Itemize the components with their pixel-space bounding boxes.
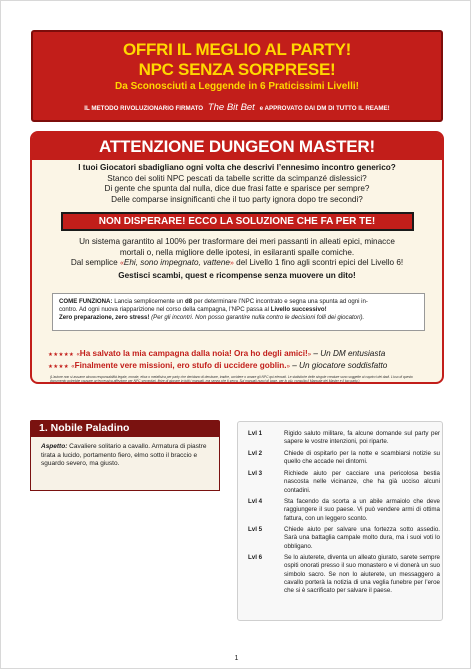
tagline-right: e APPROVATO DAI DM DI TUTTO IL REAME! [259,105,390,112]
level-label: Lvl 5 [248,526,263,533]
question-bold: I tuoi Giocatori sbadigliano ogni volta che descrivi l’ennesimo incontro generico? [78,163,396,172]
level-text: Chiede aiuto per salvare una fortezza sotto assedio. Sarà una battaglia campale molto dura, ma i suoi voti lo obbligano. [284,526,440,550]
how-text-2a: contro. Ad ogni nuova riapparizione nel corso della campagna, l’NPC passa al [59,306,270,313]
testimonial [48,349,432,360]
quote-open-mark: « [76,352,80,358]
questions-block [32,163,442,205]
desc-line-3-start: Dal semplice [70,258,118,267]
rating-stars: ★★★★ [48,364,69,370]
level-text: Rigido saluto militare, fa alcune domande sul party per sapere le vostre intenzioni, poi riparte. [284,430,440,446]
how-line-1 [59,298,418,306]
how-text-2b: Livello successivo! [270,306,327,313]
question-2: Stanco dei soliti NPC pescati da tabelle scritte da scimpanzé dislessici? [107,173,367,183]
how-it-works-box [52,293,425,331]
header-banner [31,30,443,122]
tagline-left: IL METODO RIVOLUZIONARIO FIRMATO [84,105,204,112]
question-3: Di gente che spunta dal nulla, dice due frasi fatte e sparisce per sempre? [104,184,370,193]
how-text-1b: per determinare l’NPC incontrato e segna una spunta ad ogni in- [193,298,368,305]
quote-open-mark: « [119,260,124,267]
question-4: Delle comparse insignificanti che il tuo party ignora dopo tre secondi? [111,194,363,204]
how-text-3b: (Per gli incontri. Non posso garantire nulla contro le decisioni folli dei giocatori). [151,314,365,321]
level-label: Lvl 4 [248,498,263,505]
how-label: COME FUNZIONA: [59,298,113,305]
banner-tagline [33,102,441,113]
banner-title-line2: NPC SENZA SORPRESE! [138,60,336,79]
testimonial-author: – Un DM entusiasta [313,349,386,358]
testimonial [48,361,432,372]
level-label: Lvl 2 [248,450,263,457]
how-line-3 [59,314,418,322]
aspect-label: Aspetto: [41,443,68,450]
level-text: Richiede aiuto per cacciare una pericolosa bestia nascosta nelle vicinanze, che ha già ucciso alcuni contadini. [284,470,440,494]
levels-box [237,421,443,621]
level-label: Lvl 1 [248,430,263,437]
banner-title-line1: OFFRI IL MEGLIO AL PARTY! [123,40,351,59]
level-text: Sta facendo da scorta a un abile armaiolo che deve raggiungere il suo paese. Vi può vendere armi di ottima fattura, con un leggero sconto. [284,498,440,522]
testimonial-quote: Finalmente vere missioni, ero stufo di uccidere goblin. [74,361,287,370]
brand-name: The Bit Bet [207,102,255,113]
desc-line-1: Un sistema garantito al 100% per trasformare dei meri passanti in alleati epici, minacce [79,237,395,246]
banner-subtitle: Da Sconosciuti a Leggende in 6 Praticissimi Livelli! [115,81,359,92]
die-label: d8 [185,298,193,305]
how-text-1a: Lancia semplicemente un [114,298,184,305]
level1-quote: Ehi, sono impegnato, vattene [123,258,230,267]
how-line-2 [59,306,418,314]
rating-stars: ★★★★★ [48,352,75,358]
page-number: 1 [234,655,239,662]
level-text: Chiede di ospitarlo per la notte e scambiarsi notizie su quello che accade nei dintorni. [284,450,440,466]
npc-aspect-box [30,437,220,491]
aspect-text: Cavaliere solitario a cavallo. Armatura di piastre tirata a lucido, portamento fiero, elmo sotto il braccio e sguardo severo, ma giusto. [41,443,207,467]
quote-close-mark: » [307,352,312,358]
desc-line-3 [32,258,442,270]
solution-banner: NON DISPERARE! ECCO LA SOLUZIONE CHE FA PER TE! [61,212,414,231]
level-label: Lvl 6 [248,554,263,561]
level-label: Lvl 3 [248,470,263,477]
level-text: Se lo aiuterete, diventa un alleato giurato, sarete sempre ospiti onorati presso il suo monastero e vi donerà un suo simbolo sacro. Se non lo aiuterete, un messaggero a cavallo porterà la notizia di una veglia funebre per l’eroe che si è sacrificato per salvare il paese. [284,554,440,595]
warning-box [30,131,444,384]
desc-line-2: mortali o, nella migliore delle ipotesi, in esilaranti spalle comiche. [119,247,355,257]
quote-close-mark: » [229,260,234,267]
quote-close-mark: » [286,364,290,370]
how-text-3a: Zero preparazione, zero stress! [59,314,150,321]
warning-title: ATTENZIONE DUNGEON MASTER! [32,133,442,160]
description-block [32,237,442,281]
testimonial-author: – Un giocatore soddisfatto [292,361,388,370]
desc-bold: Gestisci scambi, quest e ricompense senza muovere un dito! [118,270,356,280]
npc-title: 1. Nobile Paladino [30,420,220,437]
disclaimer-fine-print: (L’autore non si assume alcuna responsabilità legale, morale, etica o metafisica per party che decidano di derubare, tradire, uccidere o amare gli NPC qui elencati. Le statistiche delle singole creature sono soggette ai capricci dei dadi. L’uso di questo documento potrebbe causare un’eccessiva affezione per NPC secondari, finire di giocare in tutti i manuali, ma senza che ti serva. Sui manuali nuovi di base, per lo più, consulta il Manuale del Master e il tuo party.) [50,375,413,384]
quote-open-mark: « [71,364,75,370]
testimonial-quote: Ha salvato la mia campagna dalla noia! Ora ho degli amici! [79,349,308,358]
desc-line-3-end: del Livello 1 fino agli scontri epici del Livello 6! [236,258,404,267]
